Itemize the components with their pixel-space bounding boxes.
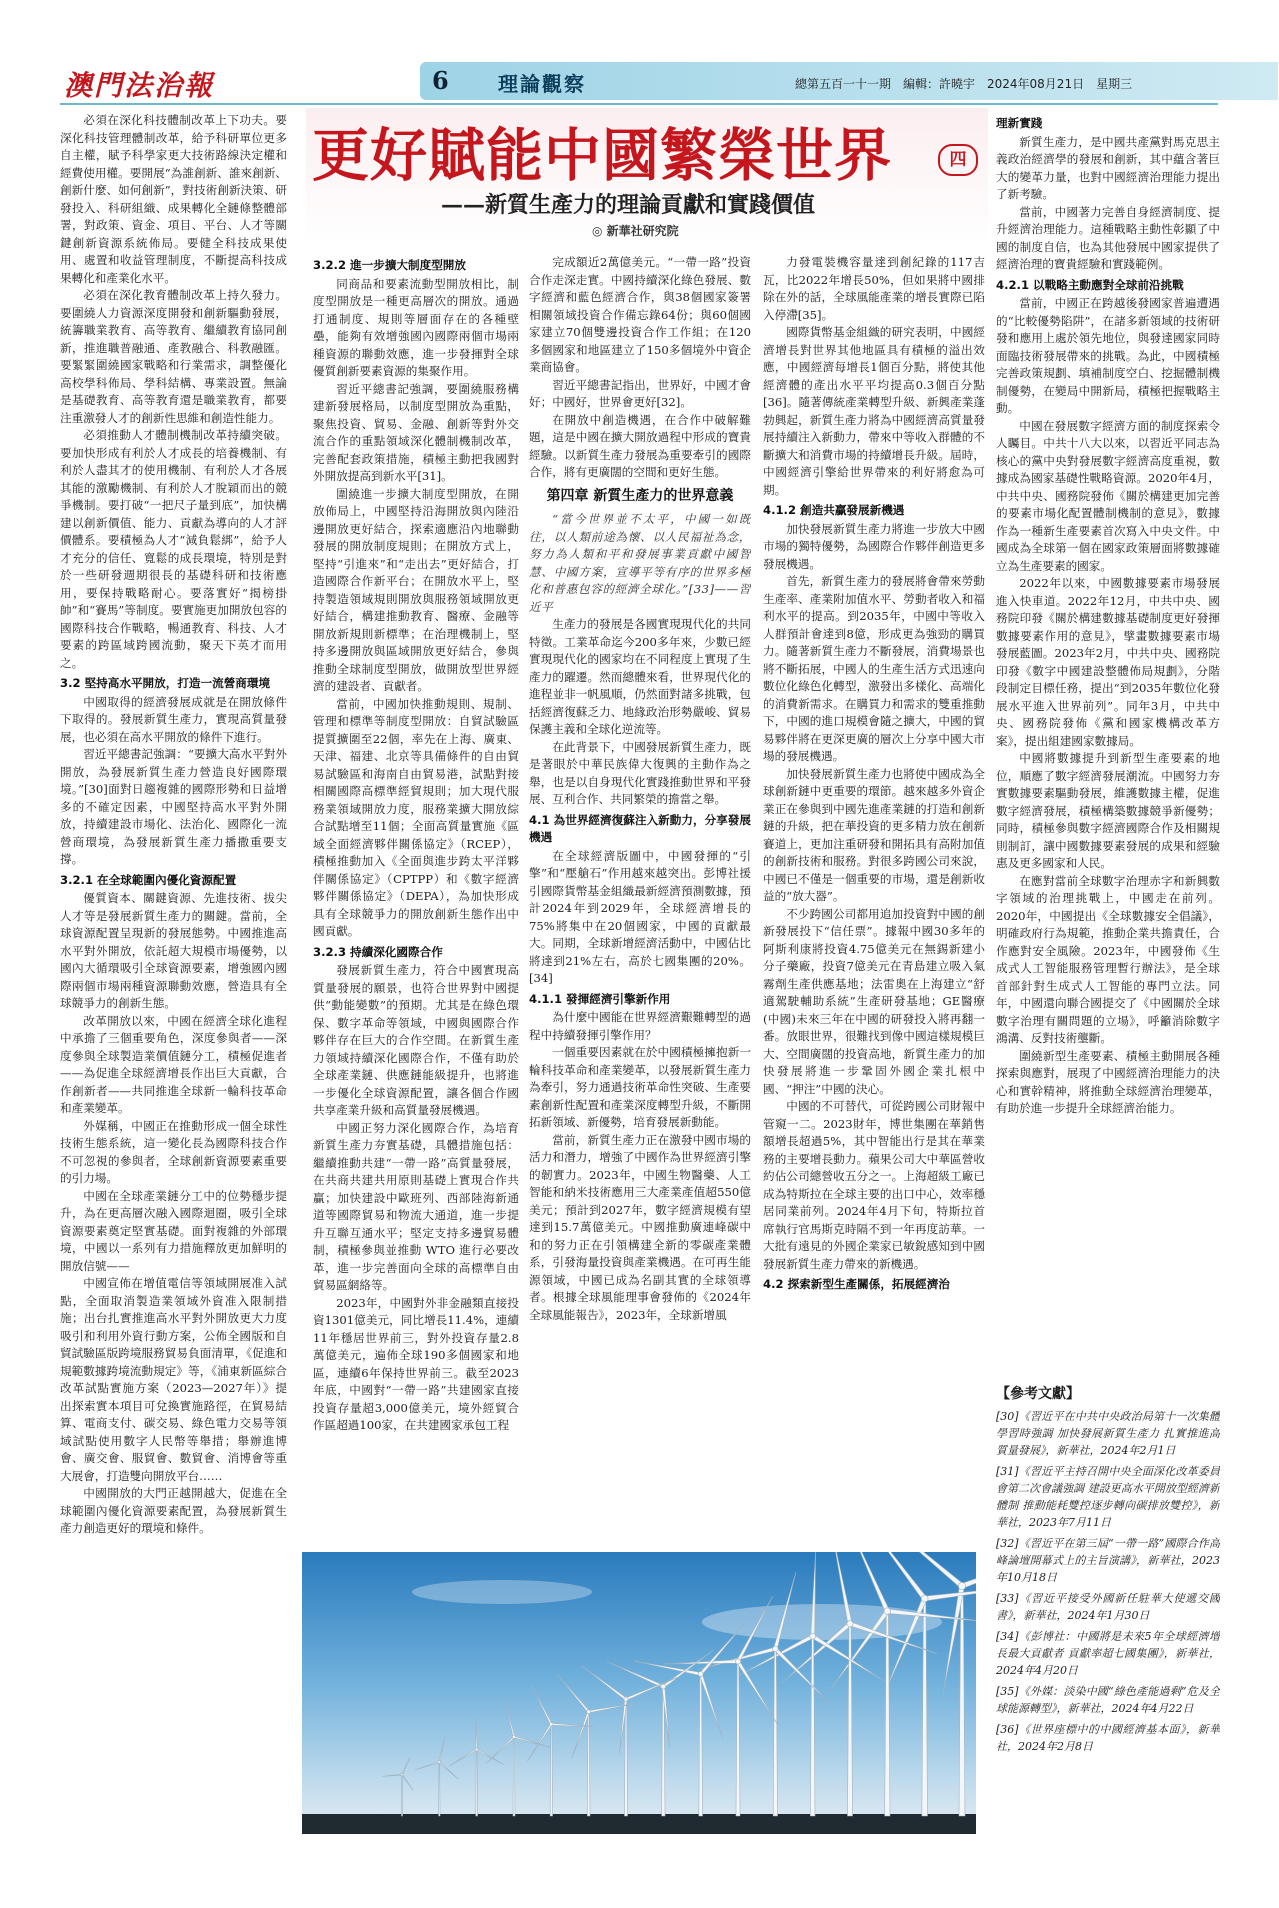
text-column-5 bbox=[996, 112, 1220, 1374]
reference-item: [35]《外媒：淡染中國“綠色產能過剩”危及全球能源轉型》，新華社，2024年4月22日 bbox=[996, 1684, 1220, 1715]
paragraph: 力發電裝機容量達到創紀錄的117吉瓦，比2022年增長50%，但如果將中國排除在外的話，全球風能產業的增長實際已陷入停滯[35]。 bbox=[763, 255, 985, 322]
paragraph: 完成額近2萬億美元。“一帶一路”投資合作走深走實。中國持續深化綠色發展、數字經濟和藍色經濟合作，與38個國家簽署相關領域投資合作備忘錄64份；與60個國家建立70個雙邊投資合作工作組；在120多個國家和地區建立了150多個境外中資企業商協會。 bbox=[529, 255, 751, 374]
reference-item: [33]《習近平接受外國新任駐華大使遞交國書》，新華社，2024年1月30日 bbox=[996, 1591, 1220, 1622]
header-rule bbox=[60, 103, 1218, 105]
text-column-4 bbox=[763, 254, 985, 1544]
article-part-badge: 四 bbox=[938, 144, 978, 176]
article-subtitle: ——新質生產力的理論貢獻和實踐價值 bbox=[441, 192, 816, 218]
paragraph: 中國在發展數字經濟方面的制度探索令人矚目。中共十八大以來，以習近平同志為核心的黨中央對發展數字經濟高度重視，數據成為國家基礎性戰略資源。2020年4月，中共中央、國務院發佈《關於構建更加完善的要素市場化配置體制機制的意見》，數據作為一種新生產要素首次寫入中央文件。中國成為全球第一個在國家政策層面將數據確立為生產要素的國家。 bbox=[996, 418, 1220, 573]
paragraph: 不少跨國公司都用追加投資對中國的創新發展投下“信任票”。據報中國30多年的阿斯利康將投資4.75億美元在無錫新建小分子藥廠，投資7億美元在青島建立吸入氣霧劑生產供應基地；法雷奧在上海建立“舒適駕駛輔助系統”生產研發基地；GE醫療(中國)未來三年在中國的研發投入將再翻一番。放眼世界，很難找到像中國這樣規模巨大、空間廣闊的投資高地，新質生產力的加快發展將進一步鞏固外國企業扎根中國、“押注”中國的決心。 bbox=[763, 906, 985, 1096]
article-title: 更好賦能中國繁榮世界 bbox=[312, 122, 892, 189]
reference-item: [30]《習近平在中共中央政治局第十一次集體學習時強調 加快發展新質生產力 扎實推進高質量發展》，新華社，2024年2月1日 bbox=[996, 1409, 1220, 1457]
paragraph: 加快發展新質生產力也將使中國成為全球創新鏈中更重要的環節。越來越多外資企業正在參與到中國先進產業鏈的打造和創新鏈的升級，把在華投資的更多精力放在創新賽道上，更加注重研發和開拓具有高附加值的創新技術和服務。對很多跨國公司來說，中國已不僅是一個重要的市場，還是創新收益的“放大器”。 bbox=[763, 766, 985, 903]
paragraph: 加快發展新質生產力將進一步放大中國市場的獨特優勢，為國際合作夥伴創造更多發展機遇。 bbox=[763, 521, 985, 571]
paragraph: 必須在深化科技體制改革上下功夫。要深化科技管理體制改革，給予科研單位更多自主權，賦予科學家更大技術路線決定權和經費使用權。要開展“為誰創新、誰來創新、創新什麼、如何創新”，對技術創新決策、研發投入、科研組織、成果轉化全鏈條整體部署，對政策、資金、項目、平台、人才等關鍵創新資源系統佈局。要健全科技成果使用、處置和收益管理制度，不斷提高科技成果轉化和產業化水平。 bbox=[60, 113, 287, 285]
paragraph: 改革開放以來，中國在經濟全球化進程中承擔了三個重要角色，深度參與者——深度參與全球製造業價值鏈分工，積極促進者——為促進全球經濟增長作出巨大貢獻，合作創新者——共同推進全球新一輪科技革命和產業變革。 bbox=[60, 1013, 287, 1115]
paragraph: 中國將數據提升到新型生產要素的地位，順應了數字經濟發展潮流。中國努力夯實數據要素驅動發展，維護數據主權，促進數字經濟發展，積極構築數據競爭新優勢；同時，積極參與數字經濟國際合作及相關規則制訂，讓中國數據要素發展的成果和經驗惠及更多國家和人民。 bbox=[996, 751, 1220, 870]
paragraph: 在此背景下，中國發展新質生產力，既是著眼於中華民族偉大復興的主動作為之舉，也是以自身現代化實踐推動世界和平發展、互利合作、共同繁榮的擔當之舉。 bbox=[529, 739, 751, 806]
subheading: 4.1.2 創造共贏發展新機遇 bbox=[763, 503, 905, 517]
paragraph: 發展新質生產力，符合中國實現高質量發展的願景，也符合世界對中國提供“動能變數”的預期。尤其是在綠色環保、數字革命等領域，中國與國際合作夥伴存在巨大的合作空間。在新質生產力領域持續深化國際合作，不僅有助於全球產業鏈、供應鏈能級提升，也將進一步優化全球資源配置，讓各個合作國共享產業升級和高質量發展機遇。 bbox=[313, 963, 519, 1117]
text-column-2 bbox=[313, 254, 519, 1544]
article-title-block bbox=[306, 108, 988, 245]
paragraph: 新質生產力，是中國共產黨對馬克思主義政治經濟學的發展和創新，其中蘊含著巨大的變革力量，也對中國經濟治理能力提出了新考驗。 bbox=[996, 134, 1220, 201]
paragraph: 圍繞新型生產要素、積極主動開展各種探索與應對，展現了中國經濟治理能力的決心和實幹精神，將推動全球經濟治理變革，有助於進一步提升全球經濟治能力。 bbox=[996, 1048, 1220, 1115]
wind-turbines-illustration bbox=[302, 1552, 976, 1834]
paragraph: 首先，新質生產力的發展將會帶來勞動生產率、產業附加值水平、勞動者收入和福利水平的提高。到2035年，中國中等收入人群預計會達到8億，形成更為強勁的購買力。隨著新質生產力不斷發展，消費場景也將不斷拓展，中國人的生產生活方式迅速向數位化綠色化轉型，激發出多樣化、高端化的消費新需求。在購買力和需求的雙重推動下，中國的進口規模會隨之擴大，中國的貿易夥伴將在更深更廣的層次上分享中國大市場的發展機遇。 bbox=[763, 574, 985, 763]
paragraph: 當前，中國正在跨越後發國家普遍遭遇的“比較優勢陷阱”，在諸多新領域的技術研發和應用上處於領先地位，與發達國家同時面臨技術發展帶來的挑戰。為此，中國積極完善政策規劃、填補制度空白、挖掘體制機制優勢，在變局中開新局，積極把握戰略主動。 bbox=[996, 296, 1220, 415]
text-column-3 bbox=[529, 254, 751, 1544]
reference-item: [31]《習近平主持召開中央全面深化改革委員會第二次會議強調 建設更高水平開放型經濟新體制 推動能耗雙控逐步轉向碳排放雙控》，新華社，2023年7月11日 bbox=[996, 1464, 1220, 1529]
subheading: 3.2.3 持續深化國際合作 bbox=[313, 944, 443, 959]
paragraph: 中國取得的經濟發展成就是在開放條件下取得的。發展新質生產力，實現高質量發展，也必須在高水平開放的條件下進行。 bbox=[60, 694, 287, 744]
section-title: 理論觀察 bbox=[498, 72, 586, 96]
subheading: 理新實踐 bbox=[996, 116, 1043, 130]
reference-item: [36]《世界座標中的中國經濟基本面》，新華社，2024年2月8日 bbox=[996, 1722, 1220, 1753]
references-section bbox=[996, 1380, 1220, 1850]
subheading: 3.2 堅持高水平開放，打造一流營商環境 bbox=[60, 676, 271, 690]
subheading: 4.1 為世界經濟復蘇注入新動力，分享發展機遇 bbox=[529, 812, 751, 844]
paragraph: 為什麼中國能在世界經濟艱難轉型的過程中持續發揮引擎作用？ bbox=[529, 1010, 751, 1042]
paragraph: 中國開放的大門正越開越大，促進在全球範圍內優化資源要素配置，為發展新質生產力創造更好的環境和條件。 bbox=[60, 1486, 287, 1535]
paragraph: 國際貨幣基金組織的研究表明，中國經濟增長對世界其他地區具有積極的溢出效應，中國經濟每增長1個百分點，將使其他經濟體的產出水平平均提高0.3個百分點[36]。隨著傳統產業轉型升級、新興產業蓬勃興起，新質生產力將為中國經濟高質量發展持續注入新動力，帶來中等收入群體的不斷擴大和消費市場的持續增長升級。屆時，中國經濟引擎給世界帶來的利好將愈為可期。 bbox=[763, 325, 985, 497]
references-heading: 【參考文獻】 bbox=[996, 1386, 1080, 1402]
chapter-heading: 第四章 新質生產力的世界意義 bbox=[546, 487, 734, 504]
paragraph: 2023年，中國對外非金融類直接投資1301億美元，同比增長11.4%，連續11年穩居世界前三，對外投資存量2.8萬億美元，遍佈全球190多個國家和地區，連續6年保持世界前三。截至2023年底，中國對“一帶一路”共建國家直接投資存量超3,000億美元，境外經貿合作區超過100家，在共建國家承包工程 bbox=[313, 1295, 519, 1432]
masthead bbox=[60, 62, 1218, 102]
paragraph: 在開放中創造機遇，在合作中破解難題，這是中國在擴大開放過程中形成的寶貴經驗。以新質生產力發展為重要牽引的國際合作，將有更廣闊的空間和更好生態。 bbox=[529, 412, 751, 479]
subheading: 3.2.2 進一步擴大制度型開放 bbox=[313, 258, 466, 272]
reference-item: [34]《彭博社：中國將是未來5年全球經濟增長最大貢獻者 貢獻率超七國集團》，新華社，2024年4月20日 bbox=[996, 1629, 1220, 1677]
paragraph: 必須在深化教育體制改革上持久發力。要圍繞人力資源深度開發和創新驅動發展，統籌職業教育、高等教育、繼續教育協同創新，推進職普融通、產教融合、科教融匯。要緊緊圍繞國家戰略和行業需求，調整優化高校學科佈局、學科結構、專業設置。無論是基礎教育、高等教育還是職業教育，都要注重激發人才的創新性思維和創造性能力。 bbox=[60, 288, 287, 425]
wind-turbines-photo bbox=[302, 1552, 976, 1834]
paragraph: 2022年以來，中國數據要素市場發展進入快車道。2022年12月，中共中央、國務院印發《關於構建數據基礎制度更好發揮數據要素作用的意見》，擘畫數據要素市場發展藍圖。2023年2月，中共中央、國務院印發《數字中國建設整體佈局規劃》，分階段制定目標任務，提出“到2035年數位化發展水平進入世界前列”。同年3月，中共中央、國務院發佈《黨和國家機構改革方案》，提出組建國家數據局。 bbox=[996, 576, 1220, 748]
paragraph: 當前，中國加快推動規則、規制、管理和標準等制度型開放：自貿試驗區提質擴圍至22個，率先在上海、廣東、天津、福建、北京等具備條件的自由貿易試驗區和海南自由貿易港，試點對接相關國際高標準經貿規則；加大現代服務業領域開放力度，服務業擴大開放綜合試點增至11個；全面高質量實施《區域全面經濟夥伴關係協定》（RCEP），積極推動加入《全面與進步跨太平洋夥伴關係協定》（CPTPP）和《數字經濟夥伴關係協定》（DEPA），為加快形成具有全球競爭力的開放創新生態作出中國貢獻。 bbox=[313, 696, 519, 938]
paragraph: 中國宣佈在增值電信等領域開展准入試點，全面取消製造業領域外資准入限制措施；出台扎實推進高水平對外開放更大力度吸引和利用外資行動方案，公佈全國版和自貿試驗區版跨境服務貿易負面清單，《促進和規範數據跨境流動規定》等，《浦東新區綜合改革試點實施方案（2023—2027年）》提出探索實本項目可兌換實施路徑，在貿易結算、電商支付、碳交易、綠色電力交易等領域試點使用數字人民幣等舉措；舉辦進博會、廣交會、服貿會、數貿會、消博會等重大展會，打造雙向開放平台…… bbox=[60, 1276, 287, 1483]
text-column-1 bbox=[60, 112, 287, 1842]
paragraph: 當前，中國著力完善自身經濟制度、提升經濟治理能力。這種戰略主動性彰顯了中國的制度自信，也為其他發展中國家提供了經濟治理的寶貴經驗和實踐範例。 bbox=[996, 204, 1220, 271]
paragraph: 習近平總書記指出，世界好，中國才會好；中國好，世界會更好[32]。 bbox=[529, 377, 751, 409]
paragraph: 同商品和要素流動型開放相比，制度型開放是一種更高層次的開放。通過打通制度、規則等層面存在的各種壁壘，能夠有效增強國內國際兩個市場兩種資源的聯動效應，進一步發揮對全球優質創新要素資源的集聚作用。 bbox=[313, 276, 519, 378]
reference-item: [32]《習近平在第三屆“一帶一路”國際合作高峰論壇開幕式上的主旨演講》，新華社，2023年10月18日 bbox=[996, 1536, 1220, 1584]
paragraph: 生產力的發展是各國實現現代化的共同特徵。工業革命迄今200多年來，少數已經實現現代化的國家均在不同程度上實現了生產力的躍遷。然而總體來看，世界現代化的進程並非一帆風順，仍然面對諸多挑戰，包括經濟復蘇乏力、地緣政治形勢嚴峻、貿易保護主義和全球化逆流等。 bbox=[529, 617, 751, 736]
subheading: 4.2 探索新型生產關係，拓展經濟治 bbox=[763, 1277, 950, 1291]
pull-quote: “當今世界並不太平，中國一如既往，以人類前途為懷、以人民福祉為念，努力為人類和平和發展事業貢獻中國智慧、中國方案，宣導平等有序的世界多極化和普惠包容的經濟全球化。”[33]——習近平 bbox=[529, 512, 751, 614]
paragraph: 在應對當前全球數字治理赤字和新興數字領域的治理挑戰上，中國走在前列。2020年，中國提出《全球數據安全倡議》，明確政府行為規範，推動企業共擔責任，合作應對安全風險。2023年，中國發佈《生成式人工智能服務管理暫行辦法》，是全球首部針對生成式人工智能的專門立法。同年，中國還向聯合國提交了《中國關於全球數字治理有關問題的立場》，呼籲消除數字鴻溝、反對技術壟斷。 bbox=[996, 873, 1220, 1045]
paragraph: 外媒稱，中國正在推動形成一個全球性技術生態系統，這一變化長為國際科技合作不可忽視的參與者，全球創新資源要素重要的引力場。 bbox=[60, 1118, 287, 1185]
newspaper-logo: 澳門法治報 bbox=[64, 69, 215, 102]
paragraph: 中國的不可替代，可從跨國公司財報中管窺一二。2023財年，博世集團在華銷售額增長超過5%，其中智能出行是其在華業務的主要增長動力。蘋果公司大中華區營收約佔公司總營收五分之一。上海超級工廠已成為特斯拉在全球主要的出口中心，效率穩居同業前列。2024年4月下旬，特斯拉首席執行官馬斯克時隔不到一年再度訪華。一大批有遠見的外國企業家已敏銳感知到中國發展新質生產力帶來的新機遇。 bbox=[763, 1099, 985, 1271]
article-byline: ◎ 新華社研究院 bbox=[592, 224, 679, 238]
paragraph: 習近平總書記強調：“要擴大高水平對外開放，為發展新質生產力營造良好國際環境。”[30]面對日趨複雜的國際形勢和日益增多的不確定因素，中國堅持高水平對外開放，持續建設市場化、法治化、國際化一流營商環境，為發展新質生產力播撒重要支撐。 bbox=[60, 747, 287, 866]
paragraph: 中國在全球產業鏈分工中的位勢穩步提升，為在更高層次融入國際迴圈，吸引全球資源要素奠定堅實基礎。面對複雜的外部環境，中國以一系列有力措施釋放更加鮮明的開放信號—— bbox=[60, 1188, 287, 1273]
paragraph: 必須推動人才體制機制改革持續突破。要加快形成有利於人才成長的培養機制、有利於人盡其才的使用機制、有利於人才各展其能的激勵機制、有利於人才脫穎而出的競爭機制。要打破“一把尺子量到底”，加快構建以創新價值、能力、貢獻為導向的人才評價體系。要積極為人才“減負鬆綁”，給予人才充分的信任、寬鬆的成長環境，特別是對於一些研發週期很長的基礎科研和技術應用，要保持戰略耐心。要落實好“揭榜掛帥”和“賽馬”等制度。要實施更加開放包容的國際科技合作戰略，暢通教育、科技、人才要素的跨區域跨國流動，聚天下英才而用之。 bbox=[60, 428, 287, 670]
paragraph: 一個重要因素就在於中國積極擁抱新一輪科技革命和產業變革，以發展新質生產力為牽引，努力通過技術革命性突破、生產要素創新性配置和產業深度轉型升級，不斷開拓新領域、新優勢，培育發展新動能。 bbox=[529, 1045, 751, 1129]
paragraph: 中國正努力深化國際合作，為培育新質生產力夯實基礎，具體措施包括：繼續推動共建“一帶一路”高質量發展，在共商共建共用原則基礎上實現合作共贏；加快建設中歐班列、西部陸海新通道等國際貿易和物流大通道，進一步提升互聯互通水平；堅定支持多邊貿易體制，積極參與並推動 WTO 進行必要改革，進一步完善面向全球的高標準自由貿易區網絡等。 bbox=[313, 1120, 519, 1292]
issue-info: 總第五百一十一期 編輯：許曉宇 2024年08月21日 星期三 bbox=[795, 77, 1133, 91]
paragraph: 習近平總書記強調，要圍繞服務構建新發展格局，以制度型開放為重點，聚焦投資、貿易、金融、創新等對外交流合作的重點領域深化體制機制改革，完善配套政策措施，積極主動把我國對外開放提高到新水平[31]。 bbox=[313, 381, 519, 483]
subheading: 4.1.1 發揮經濟引擎新作用 bbox=[529, 991, 671, 1006]
subheading: 3.2.1 在全球範圍內優化資源配置 bbox=[60, 872, 237, 887]
paragraph: 優質資本、關鍵資源、先進技術、拔尖人才等是發展新質生產力的關鍵。當前，全球資源配置呈現新的發展態勢。中國推進高水平對外開放，依託超大規模市場優勢，以國內大循環吸引全球資源要素，增強國內國際兩個市場兩種資源聯動效應，營造具有全球競爭力的創新生態。 bbox=[60, 891, 287, 1010]
paragraph: 當前，新質生產力正在激發中國市場的活力和潛力，增強了中國作為世界經濟引擎的韌實力。2023年，中國生物醫藥、人工智能和納米技術應用三大產業產值超550億美元；預計到2027年，數字經濟規模有望達到15.7萬億美元。中國推動廣連峰碳中和的努力正在引領構建全新的零碳產業體系，引發海量投資與產業機遇。在可再生能源領域，中國已成為名副其實的全球領導者。根據全球風能理事會發佈的《2024年全球風能報告》，2023年，全球新增風 bbox=[529, 1132, 751, 1322]
page-number: 6 bbox=[432, 66, 449, 95]
paragraph: 圍繞進一步擴大制度型開放，在開放佈局上，中國堅持沿海開放與內陸沿邊開放更好結合，探索適應沿內地聯動發展的開放制度規則；在開放方式上，堅持“引進來”和“走出去”更好結合，打造國際合作新平台；在開放水平上，堅持製造領域規則開放與服務領域開放更好結合，構建推動教育、醫療、金融等開放新規則新標準；在治理機制上，堅持多邊開放與區域開放更好結合，參與推動全球制度型開放，做開放型世界經濟的建設者、貢獻者。 bbox=[313, 486, 519, 693]
paragraph: 在全球經濟版圖中，中國發揮的“引擎”和“壓艙石”作用越來越突出。彭博社援引國際貨幣基金組織最新經濟預測數據，預計2024年到2029年，全球經濟增長的75%將集中在20個國家，中國的貢獻最大。同期，全球新增經濟活動中，中國佔比將達到21%左右，高於七國集團的20%。[34] bbox=[529, 848, 751, 985]
subheading: 4.2.1 以戰略主動應對全球前沿挑戰 bbox=[996, 277, 1184, 292]
